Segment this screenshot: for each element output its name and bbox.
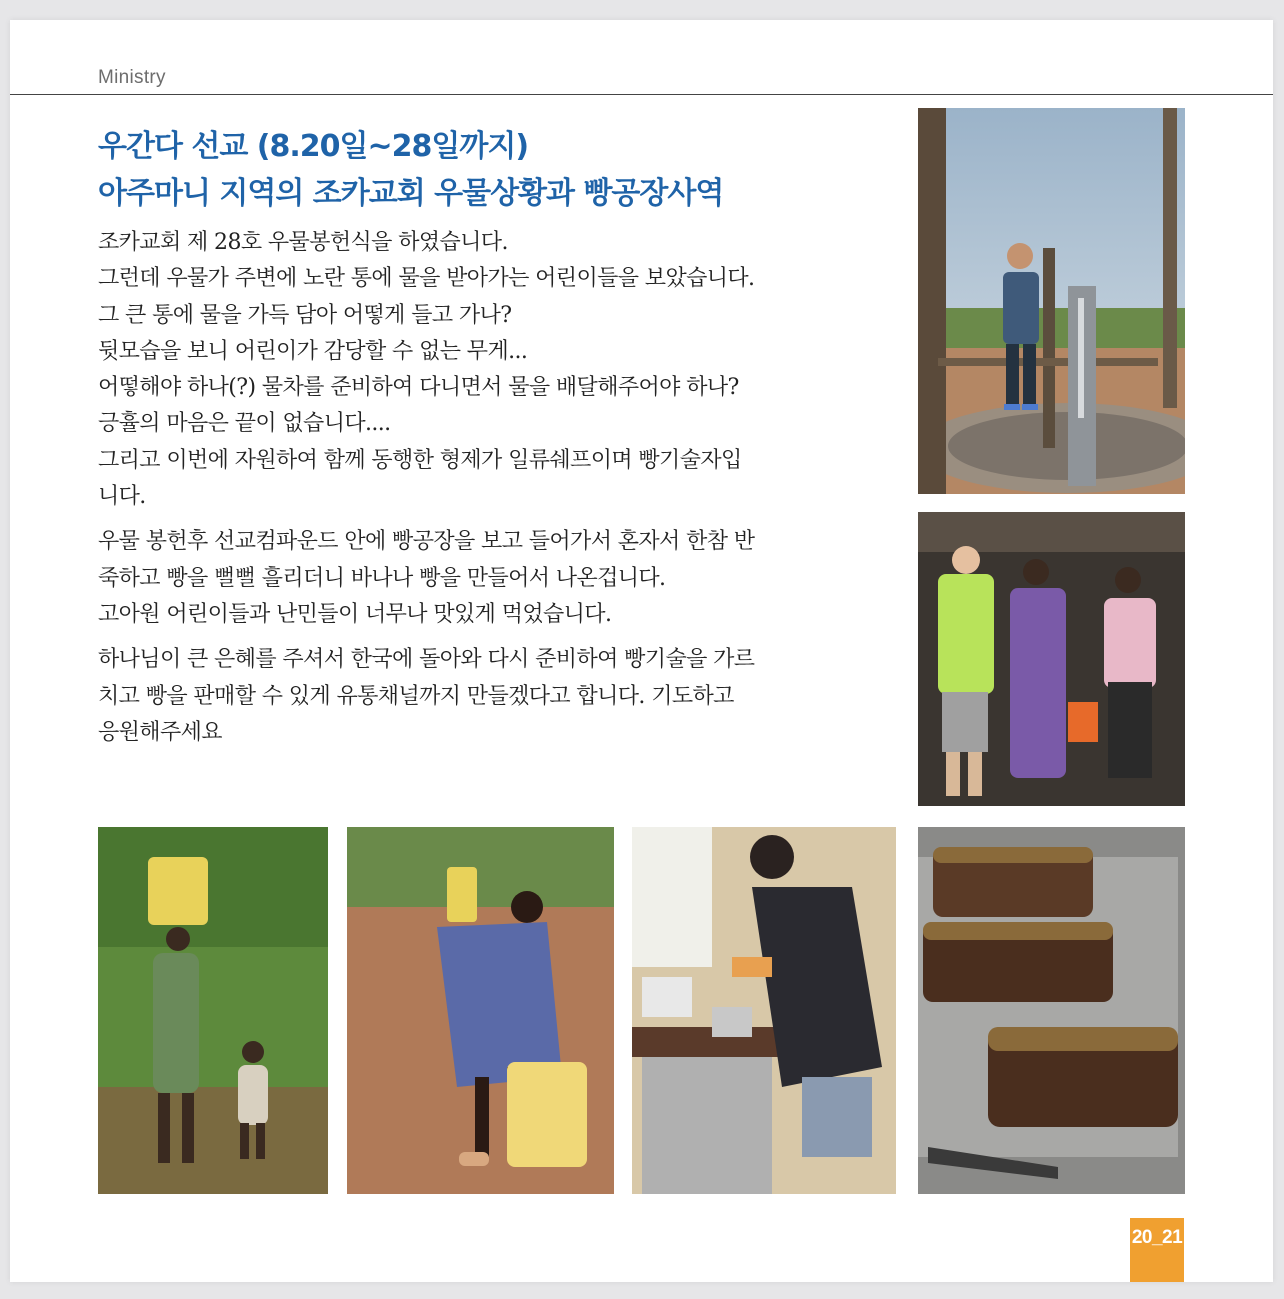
page-number-tab: 20_21	[1130, 1218, 1184, 1282]
paragraph-1	[98, 225, 893, 515]
header-rule	[10, 94, 1273, 95]
paragraph-2	[98, 524, 893, 633]
article-body	[98, 225, 893, 760]
body-line: 니다.	[98, 484, 146, 510]
body-line: 조카교회 제 28호 우물봉헌식을 하였습니다.	[98, 230, 508, 255]
photo-water-pump	[918, 108, 1185, 494]
title-line-1: 우간다 선교 (8.20일~28일까지)	[98, 129, 529, 164]
body-line: 하나님이 큰 은혜를 주셔서 한국에 돌아와 다시 준비하여 빵기술을 가르	[98, 647, 755, 673]
body-line: 응원해주세요	[98, 719, 222, 745]
title-line-2: 아주마니 지역의 조카교회 우물상황과 빵공장사역	[98, 176, 724, 211]
photo-girl-with-jerrycan	[347, 827, 614, 1194]
body-line: 뒷모습을 보니 어린이가 감당할 수 없는 무게...	[98, 338, 528, 364]
body-line: 고아원 어린이들과 난민들이 너무나 맛있게 먹었습니다.	[98, 601, 612, 627]
body-line: 죽하고 빵을 뻘뻘 흘리더니 바나나 빵을 만들어서 나온겁니다.	[98, 565, 666, 591]
body-line: 어떻해야 하나(?) 물차를 준비하여 다니면서 물을 배달해주어야 하나?	[98, 375, 739, 401]
photo-child-carrying-water	[98, 827, 328, 1194]
body-line: 그 큰 통에 물을 가득 담아 어떻게 들고 가나?	[98, 302, 512, 328]
magazine-page	[10, 20, 1273, 1282]
article-title	[98, 123, 898, 217]
body-line: 그리고 이번에 자원하여 함께 동행한 형제가 일류쉐프이며 빵기술자입	[98, 447, 742, 473]
body-line: 치고 빵을 판매할 수 있게 유통채널까지 만들겠다고 합니다. 기도하고	[98, 683, 734, 709]
body-line: 그런데 우물가 주변에 노란 통에 물을 받아가는 어린이들을 보았습니다.	[98, 266, 755, 292]
photo-man-baking	[632, 827, 896, 1194]
body-line: 우물 봉헌후 선교컴파운드 안에 빵공장을 보고 들어가서 혼자서 한참 반	[98, 529, 755, 555]
photo-bakery-group	[918, 512, 1185, 806]
photo-banana-bread	[918, 827, 1185, 1194]
paragraph-3	[98, 642, 893, 751]
section-label: Ministry	[98, 67, 166, 88]
body-line: 긍휼의 마음은 끝이 없습니다....	[98, 411, 391, 437]
